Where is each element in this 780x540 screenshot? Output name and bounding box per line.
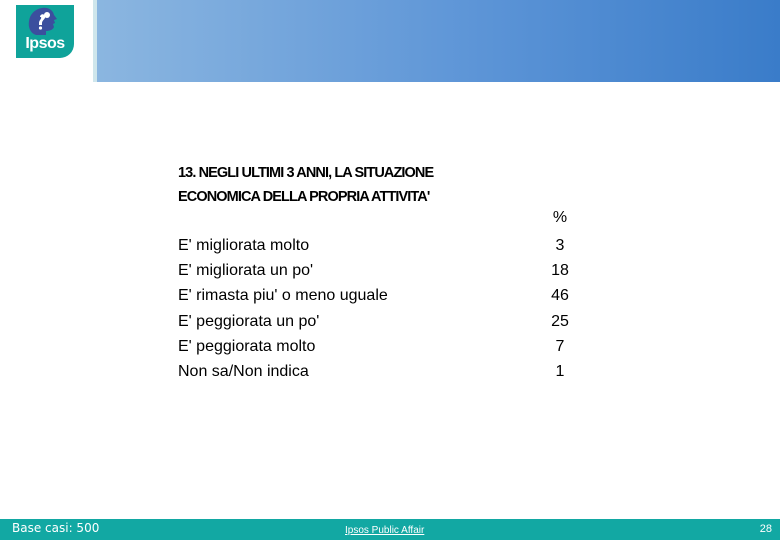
question-title	[178, 161, 538, 209]
table-row	[178, 258, 598, 283]
table-row	[178, 309, 598, 334]
percent-column-header: %	[552, 209, 568, 226]
table-row	[178, 359, 598, 384]
row-value: 1	[555, 362, 565, 380]
row-value: 18	[551, 262, 569, 280]
table-row	[178, 233, 598, 258]
row-value: 7	[555, 337, 565, 355]
row-label: E' peggiorata un po'	[178, 312, 320, 330]
logo-text: Ipsos	[25, 35, 65, 52]
row-label: E' migliorata molto	[178, 237, 310, 254]
row-label: Non sa/Non indica	[178, 362, 309, 380]
row-value: 3	[555, 237, 565, 254]
question-title-line-1: 13. NEGLI ULTIMI 3 ANNI, LA SITUAZIONE	[178, 165, 434, 181]
footer-bar	[0, 519, 780, 540]
row-value: 25	[551, 312, 569, 330]
header-banner	[97, 0, 780, 82]
table-row	[178, 283, 598, 308]
row-label: E' peggiorata molto	[178, 337, 316, 355]
page-number: 28	[759, 523, 772, 535]
footer-link[interactable]: Ipsos Public Affair	[345, 525, 425, 536]
head-profile-icon	[16, 5, 74, 39]
row-value: 46	[551, 287, 569, 305]
row-label: E' migliorata un po'	[178, 262, 314, 280]
table-row	[178, 334, 598, 359]
ipsos-logo	[16, 5, 74, 58]
base-count-text: Base casi: 500	[12, 521, 100, 535]
logo-area	[0, 0, 93, 81]
results-table	[178, 233, 598, 384]
question-title-line-2: ECONOMICA DELLA PROPRIA ATTIVITA'	[178, 189, 430, 205]
row-label: E' rimasta piu' o meno uguale	[178, 287, 388, 305]
